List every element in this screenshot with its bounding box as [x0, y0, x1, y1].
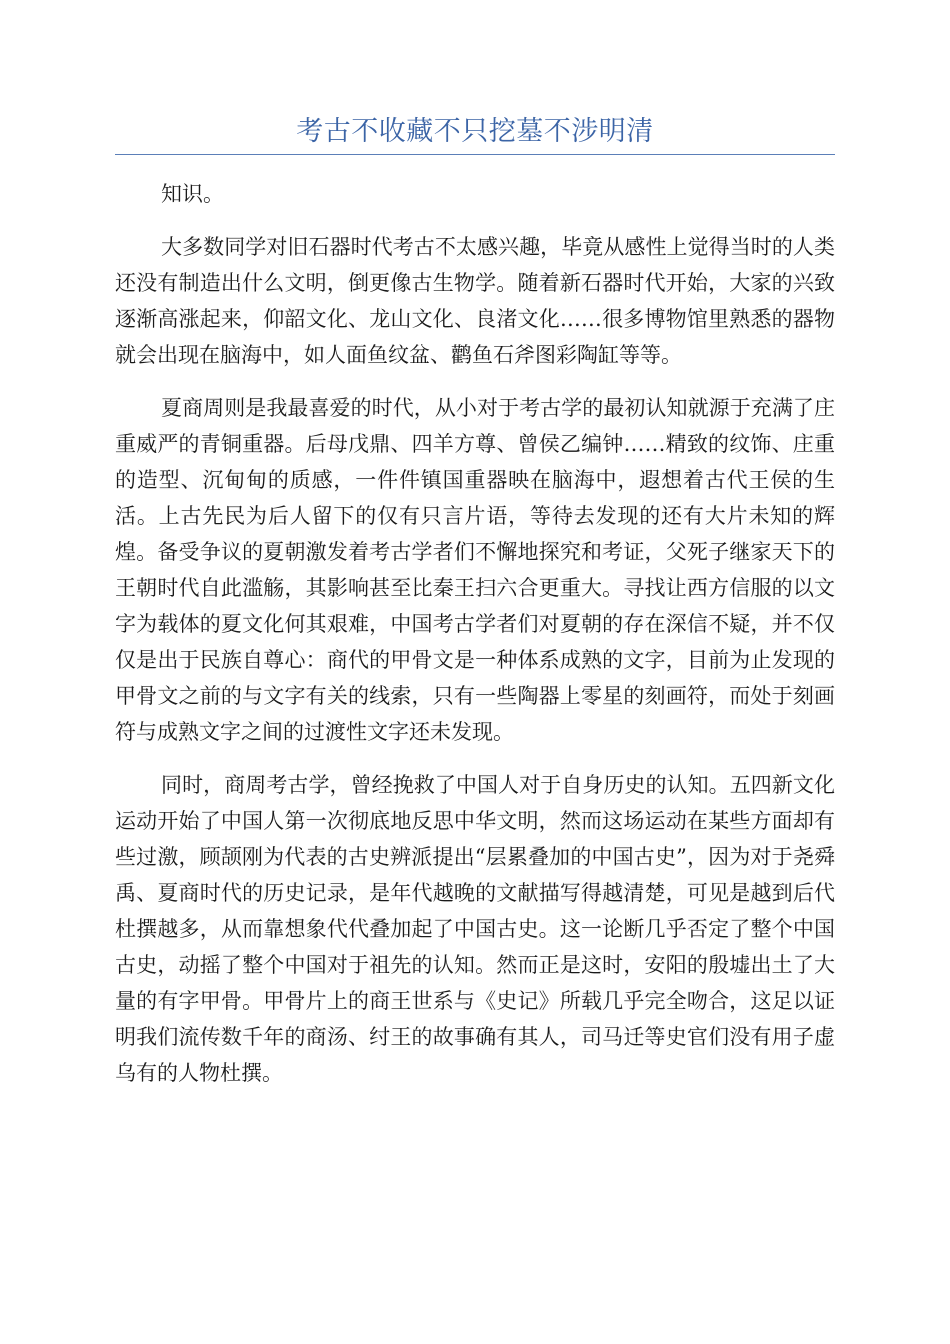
paragraph-2: 大多数同学对旧石器时代考古不太感兴趣，毕竟从感性上觉得当时的人类还没有制造出什么文明，倒更像古生物学。随着新石器时代开始，大家的兴致逐渐高涨起来，仰韶文化、龙山文化、良渚文化……很多博物馆里熟悉的器物就会出现在脑海中，如人面鱼纹盆、鹳鱼石斧图彩陶缸等等。 [115, 235, 835, 367]
paragraph-1: 知识。 [161, 182, 224, 206]
paragraph-3: 夏商周则是我最喜爱的时代，从小对于考古学的最初认知就源于充满了庄重威严的青铜重器。后母戊鼎、四羊方尊、曾侯乙编钟……精致的纹饰、庄重的造型、沉甸甸的质感，一件件镇国重器映在脑海中，遐想着古代王侯的生活。上古先民为后人留下的仅有只言片语，等待去发现的还有大片未知的辉煌。备受争议的夏朝激发着考古学者们不懈地探究和考证，父死子继家天下的王朝时代自此滥觞，其影响甚至比秦王扫六合更重大。寻找让西方信服的以文字为载体的夏文化何其艰难，中国考古学者们对夏朝的存在深信不疑，并不仅仅是出于民族自尊心：商代的甲骨文是一种体系成熟的文字，目前为止发现的甲骨文之前的与文字有关的线索，只有一些陶器上零星的刻画符，而处于刻画符与成熟文字之间的过渡性文字还未发现。 [115, 396, 835, 744]
title-underline [115, 154, 835, 155]
document-body [115, 176, 835, 1108]
paragraph-4: 同时，商周考古学，曾经挽救了中国人对于自身历史的认知。五四新文化运动开始了中国人第一次彻底地反思中华文明，然而这场运动在某些方面却有些过激，顾颉刚为代表的古史辨派提出“层累叠加的中国古史”，因为对于尧舜禹、夏商时代的历史记录，是年代越晚的文献描写得越清楚，可见是越到后代杜撰越多，从而靠想象代代叠加起了中国古史。这一论断几乎否定了整个中国古史，动摇了整个中国对于祖先的认知。然而正是这时，安阳的殷墟出土了大量的有字甲骨。甲骨片上的商王世系与《史记》所载几乎完全吻合，这足以证明我们流传数千年的商汤、纣王的故事确有其人，司马迁等史官们没有用子虚乌有的人物杜撰。 [115, 773, 835, 1085]
document-title: 考古不收藏不只挖墓不涉明清 [296, 116, 654, 147]
